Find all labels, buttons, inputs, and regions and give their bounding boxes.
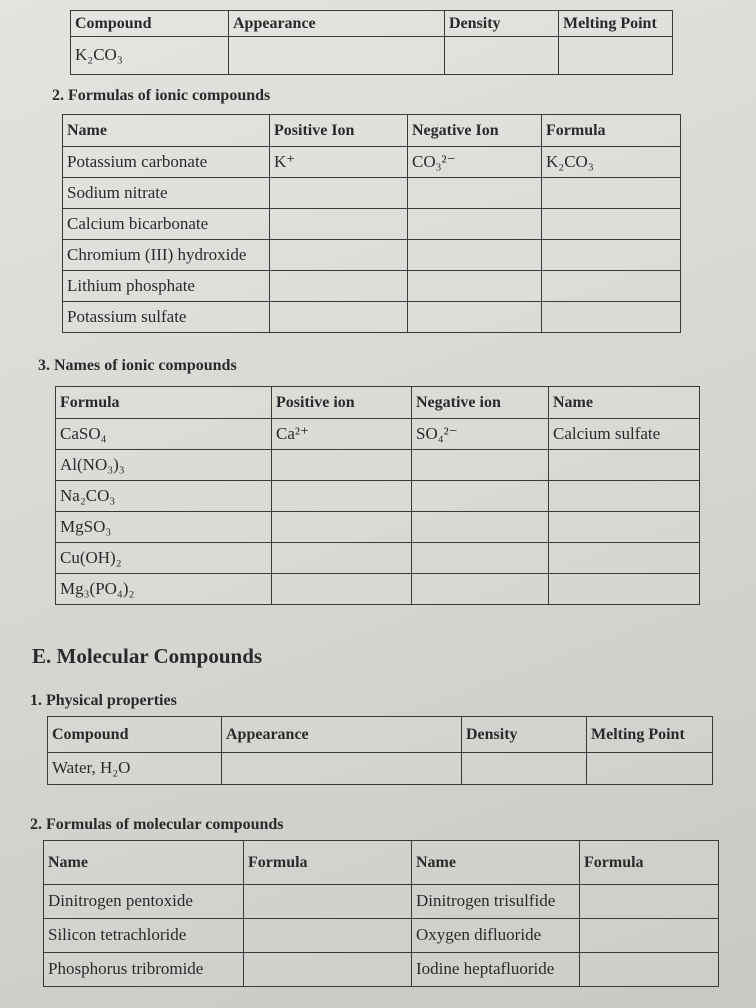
cell-negative-ion: SO₄²⁻ xyxy=(412,419,549,450)
cell-density[interactable] xyxy=(462,753,587,785)
cell-appearance[interactable] xyxy=(229,37,445,75)
cell-negative-ion[interactable] xyxy=(412,512,549,543)
cell-name[interactable] xyxy=(549,574,700,605)
cell-negative-ion[interactable] xyxy=(412,574,549,605)
cell-formula[interactable] xyxy=(244,885,412,919)
cell-negative-ion[interactable] xyxy=(412,481,549,512)
molecular-physical-properties-table xyxy=(47,716,713,785)
cell-positive-ion[interactable] xyxy=(270,302,408,333)
cell-negative-ion[interactable] xyxy=(412,450,549,481)
cell-name: Calcium sulfate xyxy=(549,419,700,450)
header-appearance: Appearance xyxy=(222,717,462,753)
cell-positive-ion[interactable] xyxy=(272,450,412,481)
cell-negative-ion[interactable] xyxy=(412,543,549,574)
table-row xyxy=(56,481,700,512)
header-name: Name xyxy=(63,115,270,147)
cell-name-2: Oxygen difluoride xyxy=(412,919,580,953)
cell-formula[interactable] xyxy=(244,919,412,953)
cell-negative-ion[interactable] xyxy=(408,209,542,240)
header-name: Name xyxy=(549,387,700,419)
cell-formula[interactable] xyxy=(542,271,681,302)
cell-formula-2[interactable] xyxy=(580,919,719,953)
cell-formula[interactable] xyxy=(542,302,681,333)
cell-name[interactable] xyxy=(549,481,700,512)
header-melting-point: Melting Point xyxy=(559,11,673,37)
table-row xyxy=(44,919,719,953)
cell-melting-point[interactable] xyxy=(587,753,713,785)
cell-negative-ion[interactable] xyxy=(408,240,542,271)
cell-formula[interactable] xyxy=(542,178,681,209)
cell-negative-ion[interactable] xyxy=(408,302,542,333)
cell-density[interactable] xyxy=(445,37,559,75)
table-row xyxy=(63,209,681,240)
cell-negative-ion[interactable] xyxy=(408,178,542,209)
heading-formulas-ionic: 2. Formulas of ionic compounds xyxy=(52,87,271,104)
header-positive-ion: Positive ion xyxy=(272,387,412,419)
cell-positive-ion: K⁺ xyxy=(270,147,408,178)
header-appearance: Appearance xyxy=(229,11,445,37)
cell-formula-2[interactable] xyxy=(580,953,719,987)
cell-positive-ion[interactable] xyxy=(272,574,412,605)
cell-name: Potassium sulfate xyxy=(63,302,270,333)
header-positive-ion: Positive Ion xyxy=(270,115,408,147)
cell-name: Potassium carbonate xyxy=(63,147,270,178)
header-name-2: Name xyxy=(412,841,580,885)
cell-compound: Water, H₂O xyxy=(48,753,222,785)
cell-formula-2[interactable] xyxy=(580,885,719,919)
header-negative-ion: Negative ion xyxy=(412,387,549,419)
cell-negative-ion: CO₃²⁻ xyxy=(408,147,542,178)
table-row xyxy=(56,512,700,543)
heading-physical-properties: 1. Physical properties xyxy=(30,692,177,709)
heading-names-ionic: 3. Names of ionic compounds xyxy=(38,357,237,374)
cell-positive-ion[interactable] xyxy=(270,240,408,271)
header-density: Density xyxy=(462,717,587,753)
cell-formula: Mg₃(PO₄)₂ xyxy=(56,574,272,605)
cell-name: Dinitrogen pentoxide xyxy=(44,885,244,919)
cell-name: Silicon tetrachloride xyxy=(44,919,244,953)
molecular-formulas-table xyxy=(43,840,719,987)
cell-positive-ion[interactable] xyxy=(270,271,408,302)
cell-positive-ion: Ca²⁺ xyxy=(272,419,412,450)
cell-positive-ion[interactable] xyxy=(270,209,408,240)
table-row xyxy=(56,543,700,574)
table-row xyxy=(63,240,681,271)
table-row xyxy=(63,178,681,209)
cell-name: Sodium nitrate xyxy=(63,178,270,209)
cell-name[interactable] xyxy=(549,512,700,543)
cell-negative-ion[interactable] xyxy=(408,271,542,302)
table-row xyxy=(56,574,700,605)
ionic-physical-properties-table xyxy=(70,10,673,75)
cell-positive-ion[interactable] xyxy=(272,481,412,512)
header-formula: Formula xyxy=(244,841,412,885)
heading-formulas-molecular: 2. Formulas of molecular compounds xyxy=(30,816,284,833)
cell-formula: Cu(OH)₂ xyxy=(56,543,272,574)
ionic-names-table xyxy=(55,386,700,605)
table-row xyxy=(56,419,700,450)
cell-name[interactable] xyxy=(549,543,700,574)
header-compound: Compound xyxy=(48,717,222,753)
cell-positive-ion[interactable] xyxy=(272,512,412,543)
cell-positive-ion[interactable] xyxy=(272,543,412,574)
cell-name: Calcium bicarbonate xyxy=(63,209,270,240)
section-title-molecular: E. Molecular Compounds xyxy=(32,644,263,668)
cell-compound: K₂CO₃ xyxy=(71,37,229,75)
cell-name: Lithium phosphate xyxy=(63,271,270,302)
table-row xyxy=(56,450,700,481)
header-formula-2: Formula xyxy=(580,841,719,885)
cell-formula: Al(NO₃)₃ xyxy=(56,450,272,481)
cell-formula: K₂CO₃ xyxy=(542,147,681,178)
table-row xyxy=(44,885,719,919)
header-compound: Compound xyxy=(71,11,229,37)
cell-positive-ion[interactable] xyxy=(270,178,408,209)
cell-name-2: Iodine heptafluoride xyxy=(412,953,580,987)
cell-appearance[interactable] xyxy=(222,753,462,785)
header-melting-point: Melting Point xyxy=(587,717,713,753)
header-formula: Formula xyxy=(56,387,272,419)
table-row xyxy=(63,147,681,178)
cell-formula[interactable] xyxy=(244,953,412,987)
header-negative-ion: Negative Ion xyxy=(408,115,542,147)
cell-formula[interactable] xyxy=(542,240,681,271)
cell-formula: Na₂CO₃ xyxy=(56,481,272,512)
cell-name[interactable] xyxy=(549,450,700,481)
table-row xyxy=(63,271,681,302)
cell-formula[interactable] xyxy=(542,209,681,240)
cell-name: Phosphorus tribromide xyxy=(44,953,244,987)
cell-melting-point[interactable] xyxy=(559,37,673,75)
header-name: Name xyxy=(44,841,244,885)
cell-formula: MgSO₃ xyxy=(56,512,272,543)
ionic-formulas-table xyxy=(62,114,681,333)
table-row xyxy=(44,953,719,987)
cell-formula: CaSO₄ xyxy=(56,419,272,450)
cell-name: Chromium (III) hydroxide xyxy=(63,240,270,271)
header-density: Density xyxy=(445,11,559,37)
header-formula: Formula xyxy=(542,115,681,147)
table-row xyxy=(63,302,681,333)
cell-name-2: Dinitrogen trisulfide xyxy=(412,885,580,919)
